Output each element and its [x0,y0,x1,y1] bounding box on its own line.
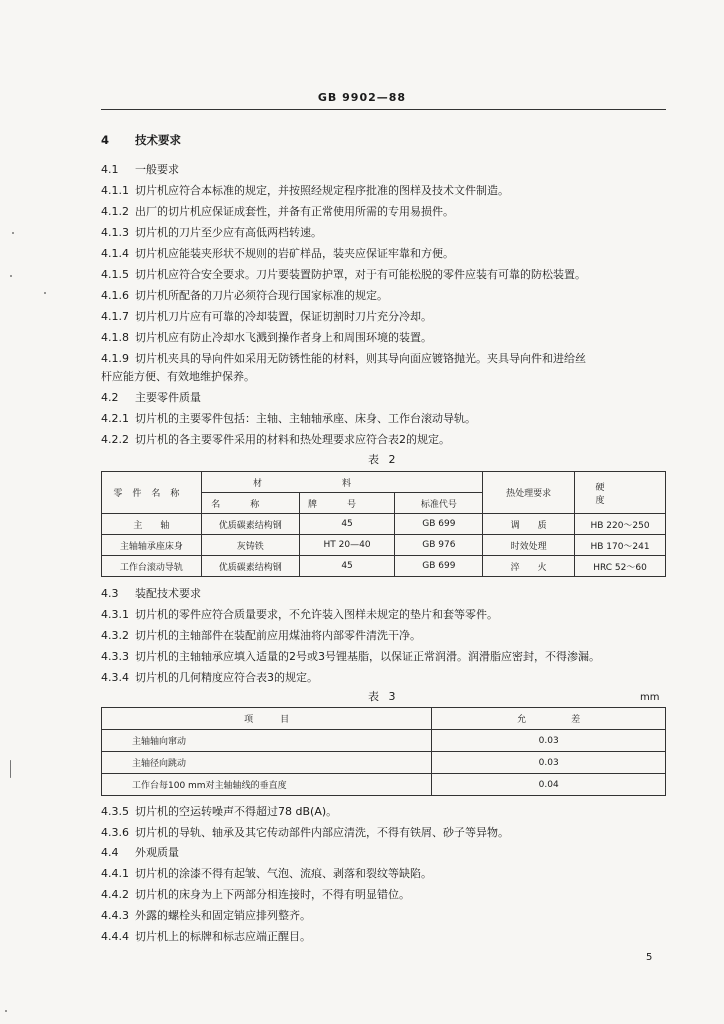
clause-number: 4.1.9 [101,352,129,365]
cell-hardness: HB 220～250 [575,514,666,535]
cell-standard: GB 976 [395,535,483,556]
table-row [102,535,666,556]
clause-title: 外观质量 [135,846,179,859]
clause-4-1-4 [101,246,454,261]
clause-text: 出厂的切片机应保证成套性，并备有正常使用所需的专用易损件。 [135,205,454,218]
clause-title: 装配技术要求 [135,587,201,600]
header-text: 材料 [253,478,432,489]
clause-number: 4.1.7 [101,310,129,323]
clause-text: 切片机的空运转噪声不得超过78 dB(A)。 [135,805,338,818]
clause-text: 切片机的主轴轴承应填入适量的2号或3号锂基脂，以保证正常润滑。润滑脂应密封，不得渗漏。 [135,650,600,663]
table-row [102,514,666,535]
cell-standard: GB 699 [395,556,483,577]
clause-text: 切片机应能装夹形状不规则的岩矿样品，装夹应保证牢靠和方便。 [135,247,454,260]
cell-material: 灰铸铁 [201,535,299,556]
clause-4-1-9-continuation: 杆应能方便、有效地维护保养。 [101,370,255,383]
clause-number: 4.1.4 [101,247,129,260]
clause-text: 切片机的刀片至少应有高低两档转速。 [135,226,322,239]
cell-grade: 45 [299,556,395,577]
cell-grade: 45 [299,514,395,535]
header-item: 项 目 [102,708,432,730]
clause-number: 4.4.4 [101,930,129,943]
cell-part: 主 轴 [102,514,202,535]
page-header: GB 9902—88 [317,91,407,104]
header-rule [101,109,666,110]
clause-4-4-2 [101,887,410,902]
clause-text: 切片机夹具的导向件如采用无防锈性能的材料，则其导向面应镀铬抛光。夹具导向件和进给丝 [135,352,586,365]
cell-material: 优质碳素结构钢 [201,556,299,577]
scan-speck [12,232,14,234]
header-tolerance: 允 差 [432,708,666,730]
table-3-unit: mm [640,692,660,703]
clause-4-2-1 [101,411,476,426]
header-heat-treatment: 热处理要求 [483,472,575,514]
cell-tolerance: 0.04 [432,774,666,796]
clause-number: 4.4.3 [101,909,129,922]
clause-number: 4.1.2 [101,205,129,218]
clause-number: 4.4.2 [101,888,129,901]
table-row [102,752,666,774]
clause-number: 4.3.2 [101,629,129,642]
header-grade [299,493,395,514]
clause-text: 切片机应符合安全要求。刀片要装置防护罩，对于有可能松脱的零件应装有可靠的防松装置。 [135,268,586,281]
header-material [201,472,482,493]
cell-heat: 时效处理 [483,535,575,556]
clause-number: 4.1.1 [101,184,129,197]
page-number: 5 [646,952,653,963]
scan-speck [10,275,12,277]
clause-text: 切片机所配备的刀片必须符合现行国家标准的规定。 [135,289,388,302]
clause-4-4-1 [101,866,432,881]
clause-4-1-1 [101,183,509,198]
cell-hardness: HRC 52～60 [575,556,666,577]
section-title: 技术要求 [135,133,181,147]
clause-4-3-2 [101,628,421,643]
cell-heat: 淬 火 [483,556,575,577]
clause-number: 4.4.1 [101,867,129,880]
table-row [102,730,666,752]
clause-4-1-6 [101,288,388,303]
cell-tolerance: 0.03 [432,752,666,774]
clause-4-1-5 [101,267,586,282]
clause-number: 4.1.5 [101,268,129,281]
clause-4-2-2 [101,432,450,447]
cell-item: 主轴轴向窜动 [102,730,432,752]
clause-text: 切片机的主要零件包括：主轴、主轴轴承座、床身、工作台滚动导轨。 [135,412,476,425]
clause-number: 4.3.3 [101,650,129,663]
cell-hardness: HB 170～241 [575,535,666,556]
scan-speck [10,760,11,778]
table-row [102,774,666,796]
clause-title: 主要零件质量 [135,391,201,404]
clause-4-3-3 [101,649,600,664]
header-material-name [201,493,299,514]
clause-4-1-9 [101,351,586,366]
header-text: 名称 [211,499,290,510]
header-part-name [102,472,202,514]
clause-4-3-4 [101,670,318,685]
clause-text: 外露的螺栓头和固定销应排列整齐。 [135,909,311,922]
clause-4-3-5 [101,804,337,819]
clause-text: 切片机应符合本标准的规定，并按照经规定程序批准的图样及技术文件制造。 [135,184,509,197]
clause-4-4-4 [101,929,311,944]
clause-text: 切片机的导轨、轴承及其它传动部件内部应清洗，不得有铁屑、砂子等异物。 [135,826,509,839]
cell-heat: 调 质 [483,514,575,535]
table-2-caption: 表 2 [368,453,399,466]
clause-text: 切片机上的标牌和标志应端正醒目。 [135,930,311,943]
clause-text: 切片机应有防止冷却水飞溅到操作者身上和周围环境的装置。 [135,331,432,344]
clause-number: 4.2.1 [101,412,129,425]
clause-4-1-8 [101,330,432,345]
clause-number: 4.1.6 [101,289,129,302]
subsection-4-4 [101,845,179,860]
header-text: 硬度 [595,482,645,506]
clause-4-3-6 [101,825,509,840]
section-number: 4 [101,133,110,147]
header-standard-code: 标准代号 [395,493,483,514]
clause-4-4-3 [101,908,311,923]
clause-number: 4.2.2 [101,433,129,446]
subsection-4-2 [101,390,201,405]
clause-text: 切片机的涂漆不得有起皱、气泡、流痕、剥落和裂纹等缺陷。 [135,867,432,880]
subsection-4-1 [101,162,179,177]
header-hardness [575,472,666,514]
clause-text: 切片机刀片应有可靠的冷却装置，保证切割时刀片充分冷却。 [135,310,432,323]
cell-item: 工作台每100 mm对主轴轴线的垂直度 [102,774,432,796]
table-2 [101,471,666,577]
clause-text: 切片机的主轴部件在装配前应用煤油将内部零件清洗干净。 [135,629,421,642]
clause-number: 4.1.8 [101,331,129,344]
cell-part: 主轴轴承座床身 [102,535,202,556]
table-3 [101,707,666,796]
cell-item: 主轴径向跳动 [102,752,432,774]
clause-4-3-1 [101,607,498,622]
clause-text: 切片机的床身为上下两部分相连接时，不得有明显错位。 [135,888,410,901]
clause-4-1-7 [101,309,432,324]
clause-text: 切片机的各主要零件采用的材料和热处理要求应符合表2的规定。 [135,433,450,446]
clause-title: 一般要求 [135,163,179,176]
subsection-4-3 [101,586,201,601]
header-text: 牌号 [308,499,387,510]
clause-number: 4.3 [101,587,119,600]
clause-number: 4.1.3 [101,226,129,239]
clause-number: 4.4 [101,846,119,859]
table-3-caption: 表 3 [368,690,399,703]
clause-number: 4.3.4 [101,671,129,684]
cell-material: 优质碳素结构钢 [201,514,299,535]
cell-tolerance: 0.03 [432,730,666,752]
clause-number: 4.2 [101,391,119,404]
clause-4-1-2 [101,204,454,219]
table-row [102,556,666,577]
clause-text: 切片机的零件应符合质量要求，不允许装入图样未规定的垫片和套等零件。 [135,608,498,621]
cell-standard: GB 699 [395,514,483,535]
clause-text: 切片机的几何精度应符合表3的规定。 [135,671,318,684]
cell-grade: HT 20—40 [299,535,395,556]
scan-speck [44,292,46,294]
clause-number: 4.3.1 [101,608,129,621]
clause-4-1-3 [101,225,322,240]
section-4-heading [101,133,181,148]
scan-speck [5,1010,7,1012]
cell-part: 工作台滚动导轨 [102,556,202,577]
clause-number: 4.1 [101,163,119,176]
clause-number: 4.3.6 [101,826,129,839]
clause-number: 4.3.5 [101,805,129,818]
header-text: 零件名称 [113,489,190,499]
